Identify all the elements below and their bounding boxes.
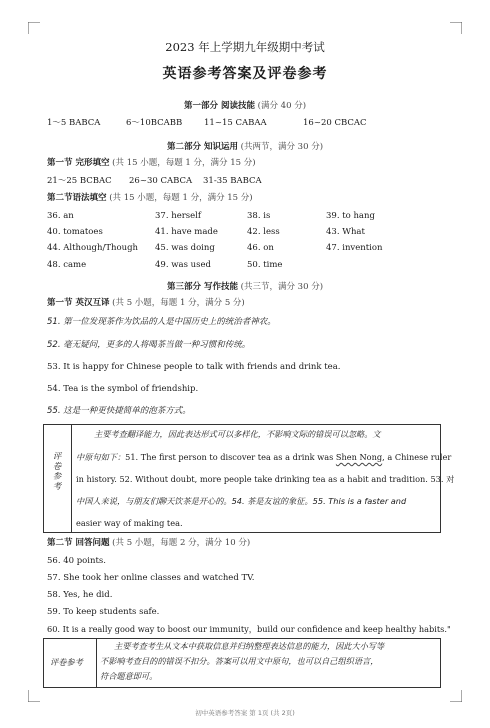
rubric2-line-3: 符合题意即可。 <box>100 671 158 681</box>
grammar-answer-40: 40. tomatoes <box>47 227 103 237</box>
rubric-label-translation: 评 卷 参 考 <box>52 452 62 492</box>
part2-section2-heading-text: 第二节语法填空 <box>47 193 107 203</box>
part1-answer-2: 6～10BCABB <box>126 118 183 128</box>
rubric1-line-2-prefix: 中原句如下： <box>76 452 126 462</box>
part2-heading <box>0 142 490 153</box>
part3-section1-score-note: (共 5 小题，每题 1 分，满分 5 分) <box>112 298 245 308</box>
part2-score-note: (共两节，满分 30 分) <box>240 142 324 152</box>
rubric1-line-2: 中原句如下：51. The first person to discover tea as a drink was Shen Nong, a Chinese ruler <box>76 452 452 462</box>
part3-heading <box>0 282 490 293</box>
question-answer-56: 56. 40 points. <box>47 556 106 566</box>
rubric1-underlined-name: Shen Nong <box>335 452 383 462</box>
crop-mark-top-right <box>450 22 462 34</box>
grammar-answer-44: 44. Although/Though <box>47 243 138 253</box>
part3-section2-heading-text: 第二节 回答问题 <box>47 538 110 548</box>
part1-answer-4: 16~20 CBCAC <box>303 118 367 128</box>
part1-score-note: (满分 40 分) <box>257 101 307 111</box>
rubric1-line-5: easier way of making tea. <box>76 518 183 528</box>
part2-section1-heading <box>47 158 256 169</box>
part3-score-note: (共三节，满分 30 分) <box>240 282 324 292</box>
document-title: 英语参考答案及评卷参考 <box>162 66 328 82</box>
translation-answer-55: 55. 这是一种更快捷简单的泡茶方式。 <box>47 406 191 416</box>
part2-section1-heading-text: 第一节 完形填空 <box>47 158 110 168</box>
rubric2-line-2: 不影响考查目的的错误不扣分。答案可以用文中原句，也可以自己组织语言， <box>100 656 379 666</box>
part2-section2-score-note: (共 15 小题，每题 1 分，满分 15 分) <box>109 193 253 203</box>
question-answer-57: 57. She took her online classes and watched TV. <box>47 573 255 583</box>
page-footer: 初中英语参考答案 第 1页 (共 2页) <box>195 709 295 717</box>
part1-answer-1: 1～5 BABCA <box>47 118 101 128</box>
part3-heading-text: 第三部分 写作技能 <box>166 282 238 292</box>
question-answer-59: 59. To keep students safe. <box>47 607 160 617</box>
grammar-answer-36: 36. an <box>47 211 74 221</box>
grammar-answer-37: 37. herself <box>155 211 202 221</box>
rubric-box-divider <box>71 424 72 532</box>
part1-heading-text: 第一部分 阅读技能 <box>183 101 255 111</box>
question-answer-58: 58. Yes, he did. <box>47 590 113 600</box>
question-answer-60: 60. It is a really good way to boost our immunity，build our confidence and keep healthy habits." <box>47 624 451 634</box>
crop-mark-bottom-right <box>450 690 462 702</box>
part3-section1-heading <box>47 298 245 309</box>
rubric1-line-1: 主要考查翻译能力，因此表达形式可以多样化，不影响文际的错误可以忽略。文 <box>94 429 381 439</box>
grammar-answer-38: 38. is <box>247 211 271 221</box>
rubric1-line-4: 中国人来说，与朋友们聊天饮茶是开心的。54. 茶是友谊的象征。55. This is a faster and <box>76 496 407 506</box>
crop-mark-top-left <box>28 22 40 34</box>
part2-section1-score-note: (共 15 小题，每题 1 分，满分 15 分) <box>112 158 256 168</box>
rubric2-line-1: 主要考查考生从文本中获取信息并归纳整理表达信息的能力，因此大小写等 <box>114 641 385 651</box>
grammar-answer-48: 48. came <box>47 260 87 270</box>
grammar-answer-42: 42. less <box>247 227 280 237</box>
part2-heading-text: 第二部分 知识运用 <box>166 142 238 152</box>
part3-section2-heading <box>47 538 250 549</box>
grammar-answer-43: 43. What <box>326 227 365 237</box>
translation-answer-52: 52. 毫无疑问，更多的人将喝茶当做一种习惯和传统。 <box>47 340 251 350</box>
grammar-answer-41: 41. have made <box>155 227 218 237</box>
grammar-answer-45: 45. was doing <box>155 243 215 253</box>
grammar-answer-47: 47. invention <box>326 243 383 253</box>
cloze-answer-1: 21～25 BCBAC <box>47 176 112 186</box>
part3-section2-score-note: (共 5 小题，每题 2 分，满分 10 分) <box>112 538 251 548</box>
exam-title: 2023 年上学期九年级期中考试 <box>165 40 325 54</box>
part1-heading <box>0 101 490 112</box>
cloze-answer-2: 26~30 CABCA <box>129 176 193 186</box>
rubric1-line-3: in history. 52. Without doubt, more people take drinking tea as a habit and tradition. 53. 对 <box>76 474 455 484</box>
cloze-answer-3: 31-35 BABCA <box>203 176 262 186</box>
grammar-answer-49: 49. was used <box>155 260 211 270</box>
rubric-box2-divider <box>96 638 97 687</box>
translation-answer-53: 53. It is happy for Chinese people to talk with friends and drink tea. <box>47 362 341 372</box>
part2-section2-heading <box>47 193 253 204</box>
translation-answer-51: 51. 第一位发现茶作为饮品的人是中国历史上的统治者神农。 <box>47 317 276 327</box>
part3-section1-heading-text: 第一节 英汉互译 <box>47 298 110 308</box>
grammar-answer-39: 39. to hang <box>326 211 375 221</box>
rubric-label-questions: 评卷参考 <box>50 657 83 667</box>
part1-answer-3: 11~15 CABAA <box>204 118 267 128</box>
crop-mark-bottom-left <box>28 690 40 702</box>
translation-answer-54: 54. Tea is the symbol of friendship. <box>47 384 199 394</box>
grammar-answer-46: 46. on <box>247 243 274 253</box>
grammar-answer-50: 50. time <box>247 260 283 270</box>
